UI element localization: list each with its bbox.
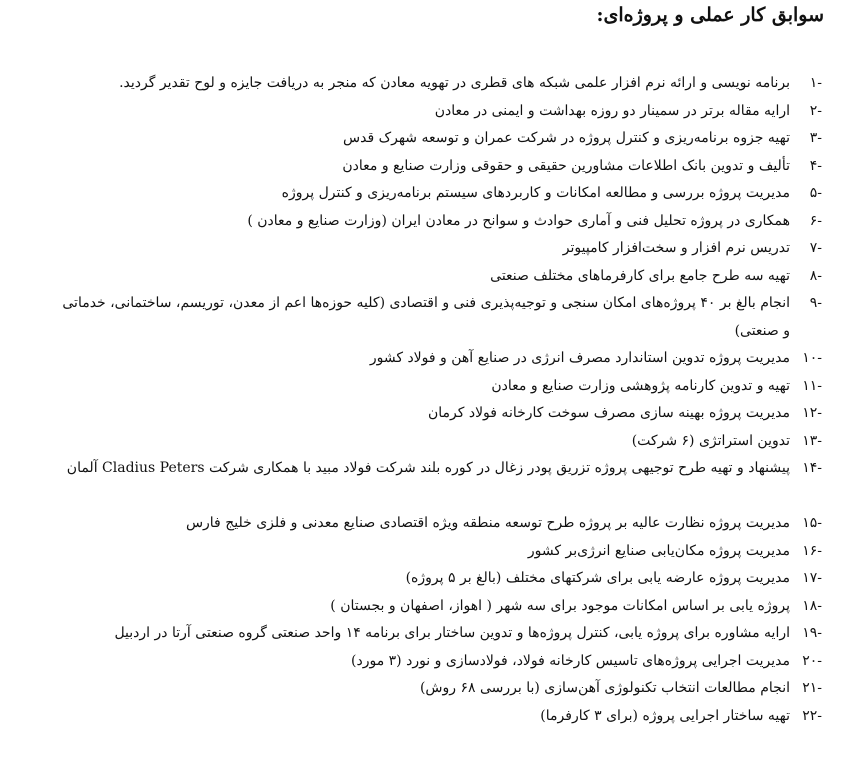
- item-text: تدوین استراتژی (۶ شرکت): [631, 432, 790, 449]
- list-item: [62, 70, 822, 98]
- item-number: -۲۱: [802, 680, 822, 696]
- item-text: تهیه سه طرح جامع برای کارفرماهای مختلف صنعتی: [490, 267, 790, 284]
- list-item: [62, 648, 822, 676]
- item-number: -۸: [809, 267, 822, 284]
- item-text: تدریس نرم افزار و سخت‌افزار کامپیوتر: [562, 240, 790, 256]
- item-text: تهیه ساختار اجرایی پروژه (برای ۳ کارفرما): [540, 707, 790, 724]
- item-number: -۱: [809, 75, 822, 91]
- item-number: -۲۲: [802, 707, 822, 724]
- item-text: ارایه مشاوره برای پروژه یابی، کنترل پروژه‌ها و تدوین ساختار برای برنامه ۱۴ واحد صنعتی گروه صنعتی آرتا در اردبیل: [114, 625, 790, 641]
- list-item: [62, 565, 822, 593]
- item-number: -۱۳: [802, 432, 822, 449]
- list-item: [62, 703, 822, 731]
- list-item: [62, 290, 822, 345]
- list-item: [62, 263, 822, 291]
- item-number: -۱۴: [802, 460, 822, 476]
- item-number: -۵: [809, 185, 822, 201]
- list-item: [62, 400, 822, 428]
- item-text: پروژه یابی بر اساس امکانات موجود برای سه شهر ( اهواز، اصفهان و بجستان ): [330, 597, 790, 614]
- list-item: [62, 428, 822, 456]
- item-number: -۱۲: [802, 405, 822, 421]
- item-number: -۱۱: [802, 377, 822, 394]
- item-number: -۱۸: [802, 597, 822, 614]
- list-item: [62, 593, 822, 621]
- list-item: [62, 180, 822, 208]
- project-list: [62, 70, 822, 730]
- item-number: -۷: [809, 240, 822, 256]
- item-number: -۲۰: [802, 652, 822, 669]
- list-item: [62, 373, 822, 401]
- item-number: -۲: [809, 102, 822, 119]
- list-item: [62, 345, 822, 373]
- list-item: [62, 125, 822, 153]
- item-text: همکاری در پروژه تحلیل فنی و آماری حوادث و سوانح در معادن ایران (وزارت صنایع و معادن ): [247, 212, 790, 229]
- list-item: [62, 455, 822, 510]
- item-number: -۶: [809, 212, 822, 229]
- item-text: مدیریت پروژه بررسی و مطالعه امکانات و کاربردهای سیستم برنامه‌ریزی و کنترل پروژه: [281, 185, 790, 201]
- item-text: تألیف و تدوین بانک اطلاعات مشاورین حقیقی و حقوقی وزارت صنایع و معادن: [342, 157, 790, 174]
- item-text: تهیه و تدوین کارنامه پژوهشی وزارت صنایع و معادن: [491, 377, 790, 394]
- section-heading: سوابق کار عملی و پروژه‌ای:: [596, 4, 824, 26]
- item-text: برنامه نویسی و ارائه نرم افزار علمی شبکه های قطری در تهویه معادن که منجر به دریافت جایزه و لوح تقدیر گردید.: [119, 75, 790, 91]
- item-number: -۱۶: [802, 542, 822, 559]
- item-text: مدیریت پروژه عارضه یابی برای شرکتهای مختلف (بالغ بر ۵ پروژه): [405, 570, 790, 586]
- item-text: انجام مطالعات انتخاب تکنولوژی آهن‌سازی (با بررسی ۶۸ روش): [419, 680, 790, 696]
- item-text: مدیریت پروژه مکان‌یابی صنایع انرژی‌بر کشور: [527, 542, 790, 559]
- list-item: [62, 538, 822, 566]
- item-number: -۴: [809, 157, 822, 174]
- list-item: [62, 98, 822, 126]
- item-text: مدیریت پروژه بهینه سازی مصرف سوخت کارخانه فولاد کرمان: [427, 405, 790, 421]
- item-text: انجام بالغ بر ۴۰ پروژه‌های امکان سنجی و توجیه‌پذیری فنی و اقتصادی (کلیه حوزه‌ها اعم از معدن، توریسم، ساختمانی، خدماتی و صنعتی): [62, 295, 790, 339]
- item-number: -۱۷: [802, 570, 822, 586]
- item-text: پیشنهاد و تهیه طرح توجیهی پروژه تزریق پودر زغال در کوره بلند شرکت فولاد مبید با همکاری شرکت Cladius Peters آلمان: [66, 460, 790, 476]
- item-text: مدیریت اجرایی پروژه‌های تاسیس کارخانه فولاد، فولادسازی و نورد (۳ مورد): [351, 652, 790, 669]
- item-number: -۱۹: [802, 625, 822, 641]
- item-number: -۱۰: [802, 350, 822, 366]
- item-text: ارایه مقاله برتر در سمینار دو روزه بهداشت و ایمنی در معادن: [434, 102, 790, 119]
- item-text: تهیه جزوه برنامه‌ریزی و کنترل پروژه در شرکت عمران و توسعه شهرک قدس: [343, 130, 790, 146]
- list-item: [62, 208, 822, 236]
- list-item: [62, 620, 822, 648]
- list-item: [62, 510, 822, 538]
- item-number: -۳: [809, 130, 822, 146]
- list-item: [62, 153, 822, 181]
- item-text: مدیریت پروژه تدوین استاندارد مصرف انرژی در صنایع آهن و فولاد کشور: [369, 350, 790, 366]
- list-item: [62, 675, 822, 703]
- item-text: مدیریت پروژه نظارت عالیه بر پروژه طرح توسعه منطقه ویژه اقتصادی صنایع معدنی و فلزی خلیج فارس: [185, 515, 790, 531]
- item-number: -۹: [809, 295, 822, 311]
- item-number: -۱۵: [802, 515, 822, 531]
- list-item: [62, 235, 822, 263]
